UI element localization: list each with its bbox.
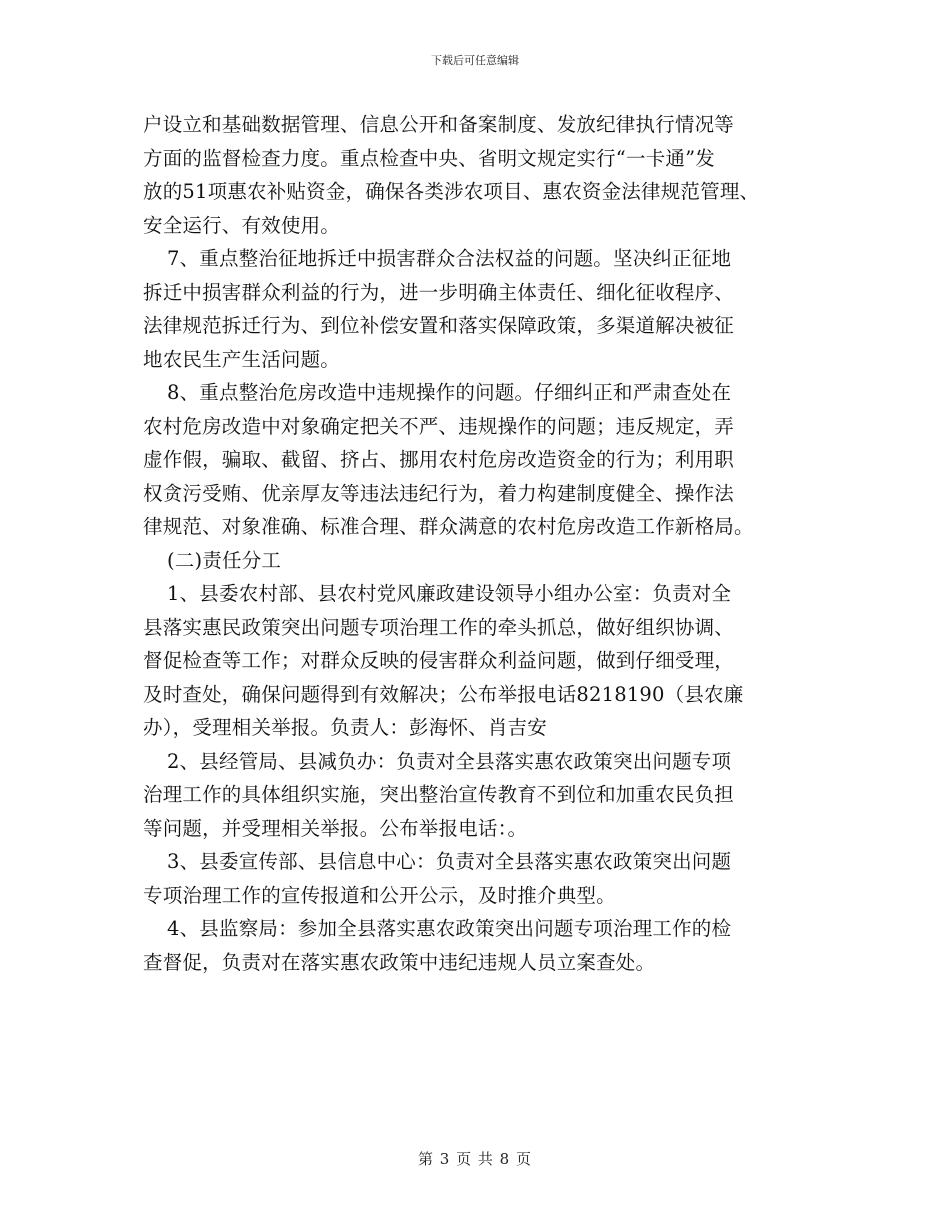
paragraph-line: 专项治理工作的宣传报道和公开公示，及时推介典型。 (143, 883, 616, 907)
page-footer: 第 3 页 共 8 页 (418, 1150, 532, 1168)
paragraph-line: 农村危房改造中对象确定把关不严、违规操作的问题；违反规定，弄 (143, 414, 735, 438)
paragraph-line: 等问题，并受理相关举报。公布举报电话：。 (143, 816, 528, 840)
paragraph-first-line: 7、重点整治征地拆迁中损害群众合法权益的问题。坚决纠正征地 (167, 247, 732, 270)
paragraph-line: 及时查处，确保问题得到有效解决；公布举报电话8218190（县农廉 (143, 682, 744, 706)
paragraph-first-line: 8、重点整治危房改造中违规操作的问题。仔细纠正和严肃查处在 (167, 381, 732, 404)
paragraph-first-line: 4、县监察局：参加全县落实惠农政策突出问题专项治理工作的检 (167, 917, 732, 940)
paragraph-line: 户设立和基础数据管理、信息公开和备案制度、发放纪律执行情况等 (143, 113, 735, 136)
paragraph-first-line: 1、县委农村部、县农村党风廉政建设领导小组办公室：负责对全 (167, 582, 732, 605)
paragraph-line: 权贪污受贿、优亲厚友等违法违纪行为，着力构建制度健全、操作法 (143, 481, 735, 505)
paragraph-line: 虚作假，骗取、截留、挤占、挪用农村危房改造资金的行为；利用职 (143, 448, 735, 471)
paragraph-first-line: (二)责任分工 (167, 548, 282, 572)
paragraph-first-line: 3、县委宣传部、县信息中心：负责对全县落实惠农政策突出问题 (167, 850, 732, 873)
paragraph-line: 安全运行、有效使用。 (143, 213, 341, 237)
paragraph-line: 办），受理相关举报。负责人：彭海怀、肖吉安 (143, 716, 547, 739)
document-body (143, 108, 818, 979)
paragraph-line: 治理工作的具体组织实施，突出整治宣传教育不到位和加重农民负担 (143, 783, 735, 806)
paragraph-line: 法律规范拆迁行为、到位补偿安置和落实保障政策，多渠道解决被征 (143, 314, 735, 337)
paragraph-line: 地农民生产生活问题。 (143, 347, 341, 371)
paragraph-line: 方面的监督检查力度。重点检查中央、省明文规定实行“一卡通”发 (143, 146, 715, 170)
page-header: 下载后可任意编辑 (431, 54, 519, 67)
paragraph-line: 县落实惠民政策突出问题专项治理工作的牵头抓总，做好组织协调、 (143, 615, 735, 639)
paragraph-first-line: 2、县经管局、县减负办：负责对全县落实惠农政策突出问题专项 (167, 749, 732, 773)
paragraph-line: 律规范、对象准确、标准合理、群众满意的农村危房改造工作新格局。 (143, 515, 754, 538)
paragraph-line: 拆迁中损害群众利益的行为，进一步明确主体责任、细化征收程序、 (143, 280, 735, 304)
paragraph-line: 放的51项惠农补贴资金，确保各类涉农项目、惠农资金法律规范管理、 (143, 180, 760, 203)
paragraph-line: 查督促，负责对在落实惠农政策中违纪违规人员立案查处。 (143, 950, 656, 974)
paragraph-line: 督促检查等工作；对群众反映的侵害群众利益问题，做到仔细受理， (143, 649, 735, 672)
